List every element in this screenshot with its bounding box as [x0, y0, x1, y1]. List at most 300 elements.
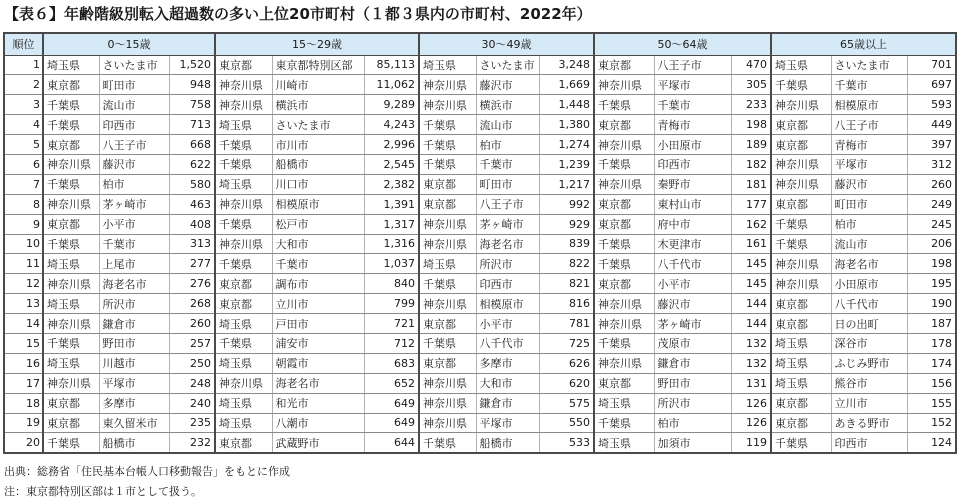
value-cell: 152 [907, 413, 956, 433]
prefecture-cell: 埼玉県 [43, 55, 99, 75]
prefecture-cell: 東京都 [594, 274, 654, 294]
value-cell: 240 [169, 393, 215, 413]
table-title: 【表６】年齢階級別転入超過数の多い上位20市町村（１都３県内の市町村、2022年） [4, 5, 592, 23]
prefecture-cell: 神奈川県 [594, 75, 654, 95]
prefecture-cell: 東京都 [215, 55, 272, 75]
prefecture-cell: 東京都 [771, 393, 831, 413]
value-cell: 821 [539, 274, 594, 294]
municipality-cell: 柏市 [831, 214, 907, 234]
municipality-cell: あきる野市 [831, 413, 907, 433]
municipality-cell: 東久留米市 [99, 413, 169, 433]
municipality-cell: 千葉市 [272, 254, 364, 274]
prefecture-cell: 東京都 [43, 75, 99, 95]
table-row [4, 174, 956, 194]
prefecture-cell: 千葉県 [43, 95, 99, 115]
value-cell: 668 [169, 135, 215, 155]
value-cell: 313 [169, 234, 215, 254]
municipality-cell: 藤沢市 [476, 75, 539, 95]
prefecture-cell: 埼玉県 [215, 413, 272, 433]
prefecture-cell: 千葉県 [419, 135, 476, 155]
prefecture-cell: 埼玉県 [215, 353, 272, 373]
value-cell: 3,248 [539, 55, 594, 75]
value-cell: 249 [907, 194, 956, 214]
municipality-cell: 藤沢市 [654, 294, 731, 314]
municipality-cell: 上尾市 [99, 254, 169, 274]
municipality-cell: 船橋市 [99, 433, 169, 453]
value-cell: 131 [731, 373, 771, 393]
value-cell: 126 [731, 413, 771, 433]
prefecture-cell: 千葉県 [419, 333, 476, 353]
municipality-cell: ふじみ野市 [831, 353, 907, 373]
value-cell: 181 [731, 174, 771, 194]
value-cell: 2,382 [364, 174, 419, 194]
table-row [4, 154, 956, 174]
municipality-cell: 鎌倉市 [654, 353, 731, 373]
rank-cell: 19 [4, 413, 43, 433]
municipality-cell: 所沢市 [476, 254, 539, 274]
municipality-cell: 茅ヶ崎市 [99, 194, 169, 214]
value-cell: 144 [731, 314, 771, 334]
value-cell: 4,243 [364, 115, 419, 135]
municipality-cell: 千葉市 [476, 154, 539, 174]
value-cell: 725 [539, 333, 594, 353]
prefecture-cell: 東京都 [215, 294, 272, 314]
value-cell: 593 [907, 95, 956, 115]
municipality-cell: 野田市 [99, 333, 169, 353]
value-cell: 697 [907, 75, 956, 95]
rank-cell: 15 [4, 333, 43, 353]
municipality-cell: 海老名市 [99, 274, 169, 294]
value-cell: 449 [907, 115, 956, 135]
prefecture-cell: 神奈川県 [419, 75, 476, 95]
prefecture-cell: 埼玉県 [419, 55, 476, 75]
prefecture-cell: 埼玉県 [771, 373, 831, 393]
rank-cell: 10 [4, 234, 43, 254]
footnote: 注：東京都特別区部は１市として扱う。 [4, 485, 202, 498]
prefecture-cell: 神奈川県 [215, 234, 272, 254]
municipality-cell: 大和市 [272, 234, 364, 254]
value-cell: 408 [169, 214, 215, 234]
value-cell: 206 [907, 234, 956, 254]
prefecture-cell: 東京都 [771, 135, 831, 155]
value-cell: 195 [907, 274, 956, 294]
value-cell: 1,520 [169, 55, 215, 75]
municipality-cell: 川越市 [99, 353, 169, 373]
municipality-cell: 松戸市 [272, 214, 364, 234]
prefecture-cell: 東京都 [771, 413, 831, 433]
municipality-cell: 小平市 [99, 214, 169, 234]
value-cell: 312 [907, 154, 956, 174]
prefecture-cell: 神奈川県 [419, 413, 476, 433]
prefecture-cell: 埼玉県 [215, 314, 272, 334]
table-row [4, 353, 956, 373]
table-row [4, 393, 956, 413]
municipality-cell: 立川市 [272, 294, 364, 314]
value-cell: 683 [364, 353, 419, 373]
prefecture-cell: 千葉県 [594, 333, 654, 353]
value-cell: 2,545 [364, 154, 419, 174]
municipality-cell: 八王子市 [99, 135, 169, 155]
prefecture-cell: 埼玉県 [215, 174, 272, 194]
value-cell: 840 [364, 274, 419, 294]
table-row [4, 254, 956, 274]
value-cell: 1,217 [539, 174, 594, 194]
municipality-cell: 相模原市 [272, 194, 364, 214]
table-row [4, 274, 956, 294]
value-cell: 177 [731, 194, 771, 214]
prefecture-cell: 神奈川県 [419, 373, 476, 393]
age-group-header: 0～15歳 [43, 33, 215, 55]
municipality-cell: 横浜市 [476, 95, 539, 115]
rank-cell: 11 [4, 254, 43, 274]
municipality-cell: 八千代市 [831, 294, 907, 314]
prefecture-cell: 神奈川県 [215, 95, 272, 115]
table-row [4, 135, 956, 155]
prefecture-cell: 東京都 [594, 115, 654, 135]
municipality-cell: 流山市 [99, 95, 169, 115]
rank-cell: 17 [4, 373, 43, 393]
value-cell: 260 [907, 174, 956, 194]
value-cell: 533 [539, 433, 594, 453]
value-cell: 1,316 [364, 234, 419, 254]
rank-cell: 3 [4, 95, 43, 115]
age-group-header: 30～49歳 [419, 33, 594, 55]
prefecture-cell: 神奈川県 [419, 95, 476, 115]
prefecture-cell: 埼玉県 [215, 115, 272, 135]
prefecture-cell: 千葉県 [771, 214, 831, 234]
prefecture-cell: 神奈川県 [419, 214, 476, 234]
municipality-cell: 日の出町 [831, 314, 907, 334]
prefecture-cell: 神奈川県 [594, 174, 654, 194]
prefecture-cell: 千葉県 [594, 234, 654, 254]
prefecture-cell: 埼玉県 [43, 294, 99, 314]
value-cell: 649 [364, 393, 419, 413]
table-row [4, 75, 956, 95]
value-cell: 245 [907, 214, 956, 234]
municipality-cell: 青梅市 [654, 115, 731, 135]
value-cell: 11,062 [364, 75, 419, 95]
header-row [4, 33, 956, 55]
value-cell: 781 [539, 314, 594, 334]
prefecture-cell: 東京都 [419, 353, 476, 373]
table-row [4, 214, 956, 234]
value-cell: 580 [169, 174, 215, 194]
value-cell: 992 [539, 194, 594, 214]
table-row [4, 433, 956, 453]
value-cell: 721 [364, 314, 419, 334]
value-cell: 622 [169, 154, 215, 174]
municipality-cell: 八潮市 [272, 413, 364, 433]
municipality-cell: 東村山市 [654, 194, 731, 214]
municipality-cell: 茅ヶ崎市 [654, 314, 731, 334]
municipality-cell: 野田市 [654, 373, 731, 393]
value-cell: 1,037 [364, 254, 419, 274]
municipality-cell: 熊谷市 [831, 373, 907, 393]
prefecture-cell: 東京都 [594, 373, 654, 393]
municipality-cell: 町田市 [476, 174, 539, 194]
value-cell: 189 [731, 135, 771, 155]
municipality-cell: 船橋市 [272, 154, 364, 174]
municipality-cell: 所沢市 [99, 294, 169, 314]
age-group-header: 15～29歳 [215, 33, 419, 55]
value-cell: 126 [731, 393, 771, 413]
prefecture-cell: 東京都 [43, 135, 99, 155]
value-cell: 233 [731, 95, 771, 115]
municipality-cell: 秦野市 [654, 174, 731, 194]
prefecture-cell: 神奈川県 [43, 373, 99, 393]
prefecture-cell: 神奈川県 [594, 314, 654, 334]
table-row [4, 413, 956, 433]
rank-cell: 1 [4, 55, 43, 75]
prefecture-cell: 千葉県 [594, 95, 654, 115]
prefecture-cell: 神奈川県 [771, 254, 831, 274]
value-cell: 178 [907, 333, 956, 353]
municipality-cell: 流山市 [831, 234, 907, 254]
municipality-cell: 藤沢市 [99, 154, 169, 174]
value-cell: 85,113 [364, 55, 419, 75]
municipality-cell: 相模原市 [831, 95, 907, 115]
prefecture-cell: 千葉県 [771, 433, 831, 453]
municipality-cell: 小平市 [476, 314, 539, 334]
rank-cell: 8 [4, 194, 43, 214]
prefecture-cell: 東京都 [771, 294, 831, 314]
prefecture-cell: 東京都 [771, 314, 831, 334]
prefecture-cell: 千葉県 [594, 154, 654, 174]
prefecture-cell: 東京都 [594, 214, 654, 234]
prefecture-cell: 埼玉県 [43, 353, 99, 373]
prefecture-cell: 千葉県 [771, 234, 831, 254]
prefecture-cell: 東京都 [43, 393, 99, 413]
rank-cell: 13 [4, 294, 43, 314]
prefecture-cell: 神奈川県 [594, 353, 654, 373]
prefecture-cell: 東京都 [594, 194, 654, 214]
municipality-cell: 茅ヶ崎市 [476, 214, 539, 234]
municipality-cell: 平塚市 [99, 373, 169, 393]
rank-cell: 6 [4, 154, 43, 174]
municipality-cell: 浦安市 [272, 333, 364, 353]
prefecture-cell: 東京都 [594, 55, 654, 75]
prefecture-cell: 東京都 [215, 274, 272, 294]
prefecture-cell: 千葉県 [215, 254, 272, 274]
municipality-cell: 八千代市 [476, 333, 539, 353]
prefecture-cell: 神奈川県 [215, 373, 272, 393]
value-cell: 1,274 [539, 135, 594, 155]
municipality-cell: 海老名市 [272, 373, 364, 393]
prefecture-cell: 千葉県 [419, 154, 476, 174]
municipality-cell: 戸田市 [272, 314, 364, 334]
municipality-cell: 多摩市 [476, 353, 539, 373]
prefecture-cell: 神奈川県 [771, 174, 831, 194]
prefecture-cell: 千葉県 [419, 433, 476, 453]
municipality-cell: 川口市 [272, 174, 364, 194]
value-cell: 132 [731, 333, 771, 353]
municipality-cell: 藤沢市 [831, 174, 907, 194]
municipality-cell: 木更津市 [654, 234, 731, 254]
value-cell: 161 [731, 234, 771, 254]
prefecture-cell: 埼玉県 [771, 55, 831, 75]
municipality-cell: 印西市 [476, 274, 539, 294]
municipality-cell: 朝霞市 [272, 353, 364, 373]
municipality-cell: 平塚市 [831, 154, 907, 174]
prefecture-cell: 千葉県 [43, 333, 99, 353]
value-cell: 235 [169, 413, 215, 433]
municipality-cell: 千葉市 [654, 95, 731, 115]
prefecture-cell: 千葉県 [43, 174, 99, 194]
rank-cell: 4 [4, 115, 43, 135]
value-cell: 190 [907, 294, 956, 314]
municipality-cell: 多摩市 [99, 393, 169, 413]
prefecture-cell: 神奈川県 [771, 154, 831, 174]
prefecture-cell: 神奈川県 [43, 194, 99, 214]
value-cell: 463 [169, 194, 215, 214]
prefecture-cell: 神奈川県 [43, 154, 99, 174]
value-cell: 250 [169, 353, 215, 373]
value-cell: 470 [731, 55, 771, 75]
municipality-cell: 町田市 [99, 75, 169, 95]
municipality-cell: 柏市 [654, 413, 731, 433]
prefecture-cell: 埼玉県 [594, 393, 654, 413]
prefecture-cell: 埼玉県 [419, 254, 476, 274]
value-cell: 2,996 [364, 135, 419, 155]
municipality-cell: 青梅市 [831, 135, 907, 155]
prefecture-cell: 東京都 [419, 314, 476, 334]
municipality-cell: 川崎市 [272, 75, 364, 95]
municipality-cell: 市川市 [272, 135, 364, 155]
value-cell: 198 [907, 254, 956, 274]
prefecture-cell: 神奈川県 [594, 135, 654, 155]
prefecture-cell: 神奈川県 [43, 314, 99, 334]
value-cell: 276 [169, 274, 215, 294]
municipality-cell: さいたま市 [831, 55, 907, 75]
municipality-cell: 大和市 [476, 373, 539, 393]
value-cell: 248 [169, 373, 215, 393]
rank-cell: 18 [4, 393, 43, 413]
table-row [4, 55, 956, 75]
municipality-cell: 平塚市 [654, 75, 731, 95]
municipality-cell: 府中市 [654, 214, 731, 234]
table-row [4, 314, 956, 334]
municipality-cell: 船橋市 [476, 433, 539, 453]
municipality-cell: 加須市 [654, 433, 731, 453]
rank-cell: 9 [4, 214, 43, 234]
municipality-cell: さいたま市 [99, 55, 169, 75]
municipality-cell: 柏市 [99, 174, 169, 194]
value-cell: 145 [731, 254, 771, 274]
prefecture-cell: 神奈川県 [771, 274, 831, 294]
prefecture-cell: 埼玉県 [771, 333, 831, 353]
prefecture-cell: 埼玉県 [215, 393, 272, 413]
rank-header: 順位 [4, 33, 43, 55]
prefecture-cell: 東京都 [419, 174, 476, 194]
value-cell: 119 [731, 433, 771, 453]
municipality-cell: 小田原市 [831, 274, 907, 294]
prefecture-cell: 神奈川県 [43, 274, 99, 294]
table-row [4, 333, 956, 353]
value-cell: 156 [907, 373, 956, 393]
value-cell: 260 [169, 314, 215, 334]
value-cell: 144 [731, 294, 771, 314]
age-group-header: 50～64歳 [594, 33, 771, 55]
table-body [4, 55, 956, 453]
prefecture-cell: 東京都 [419, 194, 476, 214]
municipality-cell: 横浜市 [272, 95, 364, 115]
value-cell: 1,380 [539, 115, 594, 135]
municipality-cell: 町田市 [831, 194, 907, 214]
municipality-cell: さいたま市 [272, 115, 364, 135]
prefecture-cell: 千葉県 [419, 115, 476, 135]
municipality-cell: 千葉市 [99, 234, 169, 254]
municipality-cell: 流山市 [476, 115, 539, 135]
municipality-cell: 調布市 [272, 274, 364, 294]
prefecture-cell: 埼玉県 [594, 433, 654, 453]
rank-cell: 20 [4, 433, 43, 453]
value-cell: 626 [539, 353, 594, 373]
table-row [4, 294, 956, 314]
value-cell: 132 [731, 353, 771, 373]
prefecture-cell: 神奈川県 [215, 194, 272, 214]
value-cell: 145 [731, 274, 771, 294]
value-cell: 644 [364, 433, 419, 453]
rank-cell: 12 [4, 274, 43, 294]
municipality-cell: 平塚市 [476, 413, 539, 433]
municipality-cell: 武蔵野市 [272, 433, 364, 453]
value-cell: 1,669 [539, 75, 594, 95]
municipality-cell: 小平市 [654, 274, 731, 294]
prefecture-cell: 千葉県 [594, 254, 654, 274]
ranking-table [3, 32, 957, 454]
prefecture-cell: 千葉県 [43, 115, 99, 135]
municipality-cell: 印西市 [99, 115, 169, 135]
municipality-cell: 八千代市 [654, 254, 731, 274]
value-cell: 799 [364, 294, 419, 314]
value-cell: 1,391 [364, 194, 419, 214]
prefecture-cell: 千葉県 [419, 274, 476, 294]
municipality-cell: 八王子市 [476, 194, 539, 214]
table-row [4, 194, 956, 214]
value-cell: 701 [907, 55, 956, 75]
value-cell: 397 [907, 135, 956, 155]
value-cell: 713 [169, 115, 215, 135]
value-cell: 277 [169, 254, 215, 274]
table-row [4, 234, 956, 254]
municipality-cell: 鎌倉市 [476, 393, 539, 413]
table-row [4, 95, 956, 115]
municipality-cell: 千葉市 [831, 75, 907, 95]
value-cell: 187 [907, 314, 956, 334]
value-cell: 575 [539, 393, 594, 413]
municipality-cell: 八王子市 [831, 115, 907, 135]
prefecture-cell: 埼玉県 [43, 254, 99, 274]
prefecture-cell: 千葉県 [771, 75, 831, 95]
prefecture-cell: 東京都 [215, 433, 272, 453]
municipality-cell: 深谷市 [831, 333, 907, 353]
prefecture-cell: 東京都 [771, 115, 831, 135]
municipality-cell: 和光市 [272, 393, 364, 413]
value-cell: 257 [169, 333, 215, 353]
value-cell: 1,448 [539, 95, 594, 115]
value-cell: 124 [907, 433, 956, 453]
municipality-cell: 海老名市 [831, 254, 907, 274]
prefecture-cell: 神奈川県 [215, 75, 272, 95]
value-cell: 620 [539, 373, 594, 393]
prefecture-cell: 千葉県 [215, 135, 272, 155]
municipality-cell: 東京都特別区部 [272, 55, 364, 75]
municipality-cell: 海老名市 [476, 234, 539, 254]
rank-cell: 16 [4, 353, 43, 373]
prefecture-cell: 千葉県 [215, 333, 272, 353]
prefecture-cell: 神奈川県 [419, 393, 476, 413]
prefecture-cell: 埼玉県 [771, 353, 831, 373]
